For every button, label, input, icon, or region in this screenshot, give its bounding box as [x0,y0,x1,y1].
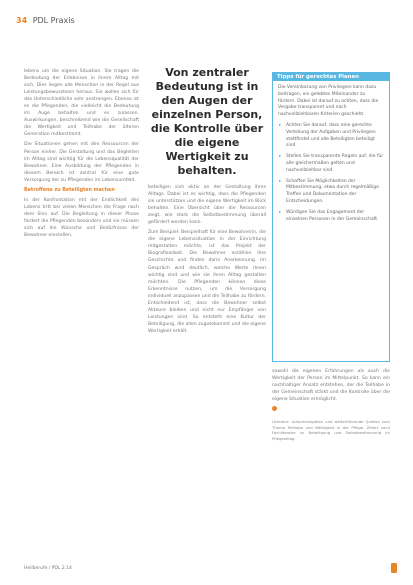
paragraph: Die Situationen gehen mit den Ressourcen der Person einher. Die Gestaltung und das Begleiten im Alltag sind wichtig für die Lebensqualität der Bewohner. Eine Ausbildung der Pflegenden in diesem Bereich ist zentral für eine gute Versorgung der zu Pflegenden im Lebensumfeld. [24,142,139,183]
paragraph: In der Konfrontation mit der Endlichkeit des Lebens tritt bei vielen Menschen die Frage nach dem Sinn auf. Die Begleitung in dieser Phase fordert die Pflegenden besonders und sie müssen sich auf die Wünsche und Bedürfnisse der Bewohner einstellen. [24,197,139,239]
paragraph: beteiligen sich aktiv an der Gestaltung ihres Alltags. Dabei ist es wichtig, dass die Pflegenden sie unterstützen und die eigene Wertigkeit im Blick behalten. Eine Übersicht über die Ressourcen zeigt, wie stark die Selbstbestimmung überall gefördert werden kann. [148,185,266,226]
tip-box [272,72,390,362]
pull-quote: Von zentraler Bedeutung ist in den Augen der einzelnen Person, die Kontrolle über die eigene Wertigkeit zu behalten. [150,66,264,177]
corner-tab-icon [391,563,397,573]
paragraph: sowohl die eigenen Erfahrungen als auch die Wertigkeit der Person im Mittelpunkt. So kann ein nachhaltiger Ansatz entstehen, der die Teilhabe in der Gemeinschaft stärkt und die Kontrolle über die eigene Situation ermöglicht. [272,369,390,403]
tip-item: ▸ Schaffen Sie Möglichkeiten der Mitbestimmung, etwa durch regelmäßige Treffen und Dokumentation der Entscheidungen. [286,179,384,206]
section-title: PDL Praxis [32,16,75,25]
sources: Literatur: Autorenangaben und weiterführende Quellen zum Thema Teilhabe und Wertigkeit in der Pflege. Zitiert nach Fachliteratur zu Beteiligung und Selbstbestimmung im Pflegealltag. [272,419,390,442]
page-number: 34 [16,16,28,25]
tip-item: ▸ Würdigen Sie das Engagement der einzelnen Personen in der Gemeinschaft. [286,210,384,224]
column-left [24,68,139,242]
page-footer: Heilberufe / PDL 2.14 [24,566,72,571]
tip-item: ▸ Stellen Sie transparente Regeln auf, die für alle gleichermaßen gelten und nachvollziehbar sind. [286,154,384,174]
page-header [16,16,75,25]
end-mark-icon [272,406,277,411]
tip-box-heading: Tipps für gerechtes Planen [273,73,389,81]
tip-list [278,123,384,223]
column-right [272,368,390,442]
column-middle [148,184,266,338]
paragraph: lebens um die eigene Situation. Sie tragen die Bedeutung der Erlebnisse in ihrem Alltag mit sich. Dies liegen alle Menschen in der Regel aus Leistungsbewusstsein heraus. Sie wollen sich für das Unterschiedliche sehr anstrengen. Ebenso ist es die Pflegenden, die vielleicht die Bedeutung im Auge behalten und es zulassen. Auswirkungen, beschreibend wie die Gesellschaft die Wertigkeit und Teilhabe der älteren Generation mitbestimmt. [24,69,139,138]
tip-box-intro: Die Vereinbarung von Privilegien kann dazu beitragen, ein gelebtes Miteinander zu fördern. Dabei ist darauf zu achten, dass die Vergabe transparent und nach nachvollziehbaren Kriterien geschieht. [278,85,379,118]
tip-item: ▸ Achten Sie darauf, dass eine gerechte Verteilung der Aufgaben und Privilegien stattfindet und alle Beteiligten beteiligt sind. [286,123,384,150]
subheading: Betroffene zu Beteiligten machen [24,187,115,193]
paragraph: Zum Beispiel: Beispielhaft für eine Bewohnerin, die die eigene Lebenssituation in der Einrichtung mitgestalten möchte, ist das Projekt der Biografiearbeit. Die Bewohner erzählen ihre Geschichte und finden darin Anerkennung. Im Gespräch wird deutlich, welche Werte ihnen wichtig sind und wie sie ihren Alltag gestalten möchten. Die Pflegenden können diese Erkenntnisse nutzen, um die Versorgung individuell anzupassen und die Teilhabe zu fördern. Entscheidend ist, dass die Bewohner selbst Akteure bleiben und nicht nur Empfänger von Leistungen sind. So entsteht eine Kultur der Beteiligung, die allen zugutekommt und die eigene Wertigkeit erhält. [148,230,266,334]
